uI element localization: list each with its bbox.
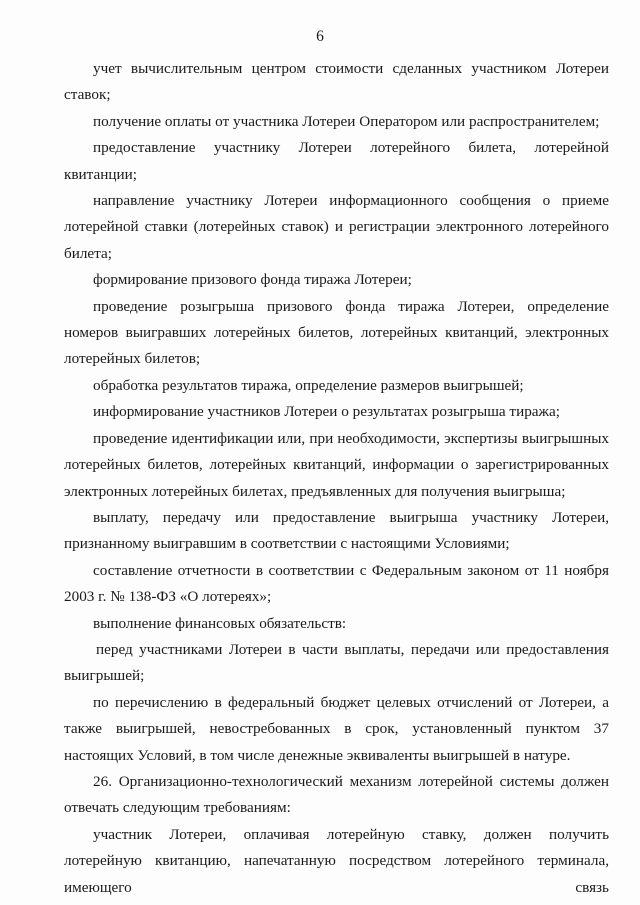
paragraph: перед участниками Лотереи в части выплаты, передачи или предоставления выигрышей; (64, 640, 609, 685)
page-number: 6 (316, 28, 324, 45)
paragraph: формирование призового фонда тиража Лотереи; (93, 271, 412, 289)
paragraph: выплату, передачу или предоставление выигрыша участнику Лотереи, признанному выигравшим в соответствии с настоящими Условиями; (64, 508, 609, 553)
paragraph: проведение розыгрыша призового фонда тиража Лотереи, определение номеров выигравших лотерейных билетов, лотерейных квитанций, электронных лотерейных билетов; (64, 297, 609, 368)
document-body (64, 56, 609, 901)
paragraph: обработка результатов тиража, определение размеров выигрышей; (93, 376, 524, 394)
paragraph: предоставление участнику Лотереи лотерейного билета, лотерейной квитанции; (64, 139, 609, 183)
paragraph: по перечислению в федеральный бюджет целевых отчислений от Лотереи, а также выигрышей, невостребованных в срок, установленный пунктом 37 настоящих Условий, в том числе денежные эквиваленты выигрышей в натуре. (64, 693, 609, 764)
paragraph: проведение идентификации или, при необходимости, экспертизы выигрышных лотерейных билетов, лотерейных квитанций, информации о зарегистрированных электронных лотерейных билетах, предъявленных для получения выигрыша; (64, 429, 609, 500)
paragraph: составление отчетности в соответствии с Федеральным законом от 11 ноября 2003 г. № 138-ФЗ «О лотереях»; (64, 561, 609, 606)
paragraph: выполнение финансовых обязательств: (93, 614, 347, 632)
paragraph: учет вычислительным центром стоимости сделанных участником Лотереи ставок; (64, 60, 609, 104)
paragraph: участник Лотереи, оплачивая лотерейную ставку, должен получить лотерейную квитанцию, напечатанную посредством лотерейного терминала, имеющего связь (64, 825, 609, 896)
paragraph: получение оплаты от участника Лотереи Оператором или распространителем; (93, 112, 600, 130)
paragraph: информирование участников Лотереи о результатах розыгрыша тиража; (93, 403, 560, 421)
paragraph: 26. Организационно-технологический механизм лотерейной системы должен отвечать следующим требованиям: (64, 772, 609, 817)
paragraph: направление участнику Лотереи информационного сообщения о приеме лотерейной ставки (лотерейных ставок) и регистрации электронного лотерейного билета; (64, 192, 609, 262)
